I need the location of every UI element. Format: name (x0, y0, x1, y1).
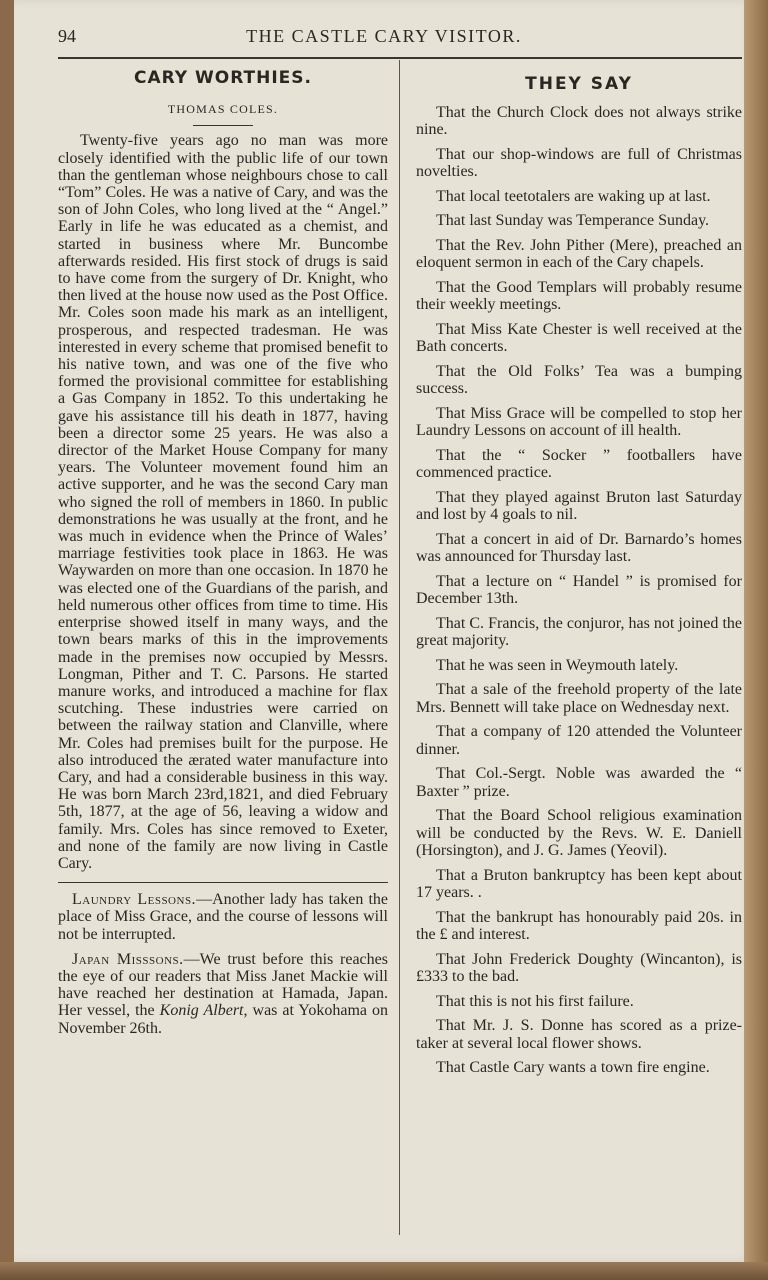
they-say-item: That the Good Templars will probably resume their weekly meetings. (416, 278, 742, 313)
japan-note (58, 951, 388, 1037)
they-say-item: That a concert in aid of Dr. Barnardo’s homes was announced for Thursday last. (416, 530, 742, 565)
they-say-item: That the “ Socker ” footballers have commenced practice. (416, 446, 742, 481)
they-say-item: That our shop-windows are full of Christmas novelties. (416, 145, 742, 180)
they-say-item: That the Old Folks’ Tea was a bumping success. (416, 362, 742, 397)
they-say-item: That they played against Bruton last Saturday and lost by 4 goals to nil. (416, 488, 742, 523)
laundry-note-text: —Another lady has taken the place of Miss Grace, and the course of lessons will not be interrupted. (58, 891, 388, 943)
they-say-item: That a company of 120 attended the Volunteer dinner. (416, 723, 742, 758)
japan-note-text-1: —We trust before this reaches the eye of our readers that Miss Janet Mackie will have reached her destination at Hamada, Japan. Her vessel, the (58, 950, 388, 1020)
they-say-item: That Col.-Sergt. Noble was awarded the “ Baxter ” prize. (416, 765, 742, 800)
laundry-note (58, 891, 388, 943)
they-say-item: That local teetotalers are waking up at last. (436, 187, 711, 205)
they-say-item: That a sale of the freehold property of the late Mrs. Bennett will take place on Wednesday next. (416, 681, 742, 716)
subtitle-rule (193, 125, 253, 126)
japan-note-ship: Konig Albert (159, 1002, 244, 1020)
section-rule (58, 882, 388, 883)
journal-title: THE CASTLE CARY VISITOR. (246, 26, 522, 46)
they-say-item: That John Frederick Doughty (Wincanton), is £333 to the bad. (416, 950, 742, 985)
magazine-page (14, 0, 754, 1262)
japan-note-heading: Japan Misssons. (72, 950, 184, 968)
header-rule (58, 57, 742, 59)
they-say-item: That the bankrupt has honourably paid 20s. in the £ and interest. (416, 908, 742, 943)
page-bottom-edge (0, 1262, 768, 1280)
right-column (416, 76, 742, 1084)
they-say-item: That a lecture on “ Handel ” is promised for December 13th. (416, 572, 742, 607)
they-say-item: That he was seen in Weymouth lately. (436, 656, 679, 674)
they-say-item: That C. Francis, the conjuror, has not joined the great majority. (416, 614, 742, 649)
article-body: Twenty-five years ago no man was more closely identified with the public life of our town than the gentleman whose neighbours chose to call “Tom” Coles. He was a native of Cary, and was the son of John Coles, who long lived at the “ Angel.” Early in life he was educated as a chemist, and started in business where Mr. Buncombe afterwards resided. His first stock of drugs is said to have come from the surgery of Dr. Knight, who then lived at the house now used as the Post Office. Mr. Coles soon made his mark as an intelligent, prosperous, and respected tradesman. He was interested in every scheme that promised benefit to his native town, and was one of the five who formed the provisional committee for establishing a Gas Company in 1852. To this undertaking he gave his assistance till his death in 1877, having been a director some 25 years. He was also a director of the Market House Company for many years. The Volunteer movement found him an active supporter, and he was the second Cary man who signed the roll of members in 1860. In public demonstrations he was usually at the front, and he was much in evidence when the Prince of Wales’ marriage festivities took place in 1863. He was Waywarden on more than one occasion. In 1870 he was elected one of the Guardians of the parish, and held numerous other offices from time to time. His enterprise showed itself in many ways, and the town bears marks of this in the improvements made in the premises now occupied by Messrs. Longman, Pither and T. C. Parsons. He started manure works, and introduced a machine for flax scutching. These industries were carried on between the railway station and Clanville, where Mr. Coles had premises built for the purpose. He also introduced the ærated water manufacture into Cary, and had a considerable business in this way. He was born March 23rd,1821, and died February 5th, 1877, at the age of 56, leaving a widow and family. Mrs. Coles has since removed to Exeter, and none of the family are now living in Castle Cary. (58, 132, 388, 872)
they-say-item: That Castle Cary wants a town fire engine. (436, 1059, 710, 1076)
cary-worthies-title: CARY WORTHIES. (133, 68, 312, 88)
they-say-item: That a Bruton bankruptcy has been kept about 17 years. . (416, 866, 742, 901)
column-divider (399, 60, 400, 1235)
they-say-item: That Miss Grace will be compelled to stop her Laundry Lessons on account of ill health. (416, 404, 742, 439)
they-say-item: That the Board School religious examination will be conducted by the Revs. W. E. Daniell (Horsington), and J. G. James (Yeovil). (416, 807, 742, 859)
they-say-item: That the Church Clock does not always strike nine. (416, 103, 742, 138)
they-say-item: That this is not his first failure. (436, 992, 634, 1010)
book-binding (744, 0, 768, 1280)
page-number: 94 (58, 26, 76, 46)
they-say-item: That Mr. J. S. Donne has scored as a prize-taker at several local flower shows. (416, 1017, 742, 1052)
they-say-item: That last Sunday was Temperance Sunday. (436, 212, 710, 229)
laundry-note-heading: Laundry Lessons. (72, 891, 197, 909)
japan-note-text-2: , was at Yokohama on November 26th. (58, 1002, 388, 1037)
they-say-title: THEY SAY (525, 74, 633, 94)
running-head (14, 26, 754, 50)
they-say-item: That Miss Kate Chester is well received at the Bath concerts. (416, 320, 742, 355)
article-subtitle: THOMAS COLES. (167, 102, 279, 117)
they-say-item: That the Rev. John Pither (Mere), preached an eloquent sermon in each of the Cary chapels. (416, 236, 742, 271)
left-column (58, 70, 388, 1045)
